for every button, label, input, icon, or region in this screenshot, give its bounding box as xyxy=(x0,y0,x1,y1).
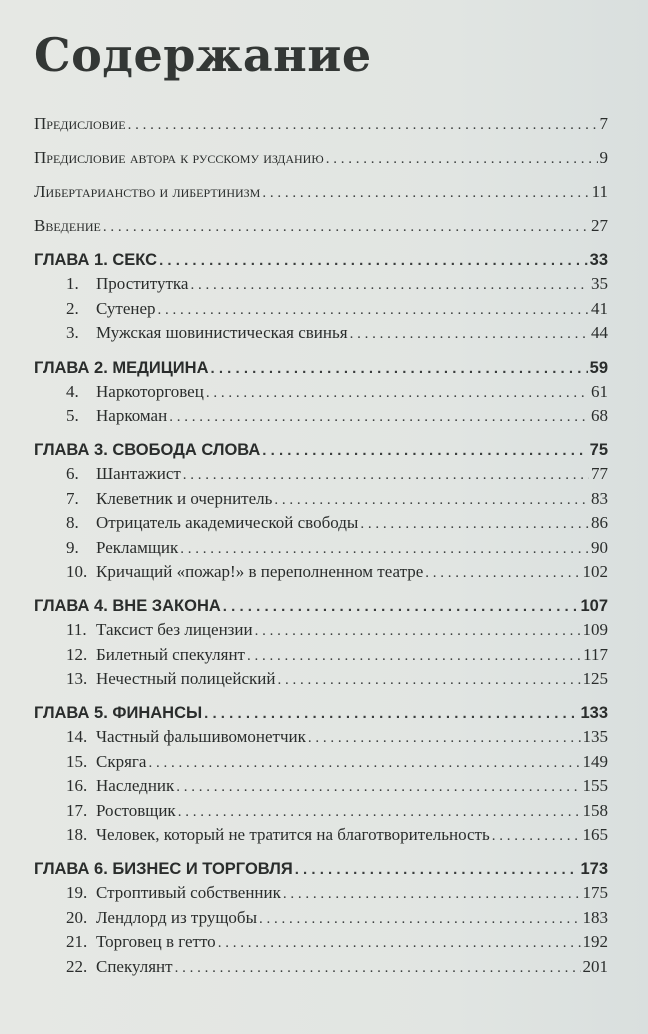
item-number: 14. xyxy=(66,727,88,747)
dot-leader xyxy=(262,181,589,205)
item-label: Лендлорд из трущобы xyxy=(96,907,258,927)
item-label: Строптивый собственник xyxy=(96,883,281,903)
dot-leader xyxy=(262,439,587,463)
toc-page-number: 107 xyxy=(580,597,608,616)
toc-page-number: 102 xyxy=(582,561,608,581)
toc-chapter-5 xyxy=(34,701,608,725)
toc-page-number: 68 xyxy=(591,405,608,425)
toc-chapter-2 xyxy=(34,356,608,380)
item-label: Клеветник и очернитель xyxy=(96,488,273,508)
dot-leader xyxy=(255,619,581,643)
item-label: Билетный спекулянт xyxy=(96,644,245,664)
toc-page-number: 75 xyxy=(589,441,608,460)
chapter-label: ГЛАВА 5. ФИНАНСЫ xyxy=(34,704,203,723)
chapter-label: ГЛАВА 3. СВОБОДА СЛОВА xyxy=(34,441,261,460)
item-label: Кричащий «пожар!» в переполненном театре xyxy=(96,561,424,581)
toc-page-number: 90 xyxy=(591,537,608,557)
toc-page-number: 109 xyxy=(582,620,608,640)
toc-item xyxy=(34,487,608,511)
toc-page-number: 158 xyxy=(582,800,608,820)
item-label: Частный фальшивомонетчик xyxy=(96,727,306,747)
toc-page-number: 155 xyxy=(582,776,608,796)
toc-page-number: 175 xyxy=(582,883,608,903)
toc-page-number: 44 xyxy=(591,323,608,343)
toc-item xyxy=(34,618,608,642)
toc-item xyxy=(34,955,608,979)
item-label: Наркоторговец xyxy=(96,381,204,401)
dot-leader xyxy=(247,644,581,668)
toc-entry-foreword xyxy=(34,112,608,138)
item-label: Мужская шовинистическая свинья xyxy=(96,323,348,343)
dot-leader xyxy=(350,322,589,346)
item-number: 7. xyxy=(66,488,79,508)
dot-leader xyxy=(204,702,578,726)
toc-page-number: 86 xyxy=(591,513,608,533)
dot-leader xyxy=(175,956,581,980)
toc-chapter-1 xyxy=(34,248,608,272)
item-number: 5. xyxy=(66,405,79,425)
item-number: 8. xyxy=(66,513,79,533)
item-number: 2. xyxy=(66,298,79,318)
toc-page-number: 77 xyxy=(591,464,608,484)
toc-page-number: 83 xyxy=(591,488,608,508)
dot-leader xyxy=(159,249,588,273)
toc-page-number: 173 xyxy=(580,860,608,879)
toc-item xyxy=(34,511,608,535)
dot-leader xyxy=(190,273,589,297)
dot-leader xyxy=(277,668,580,692)
item-label: Рекламщик xyxy=(96,537,179,557)
dot-leader xyxy=(178,800,581,824)
toc-page-number: 125 xyxy=(582,669,608,689)
dot-leader xyxy=(259,907,580,931)
dot-leader xyxy=(210,357,587,381)
dot-leader xyxy=(218,931,581,955)
dot-leader xyxy=(308,726,581,750)
item-number: 18. xyxy=(66,825,88,845)
toc-page-number: 27 xyxy=(591,216,608,235)
dot-leader xyxy=(223,595,579,619)
dot-leader xyxy=(274,488,589,512)
toc-item xyxy=(34,667,608,691)
item-number: 19. xyxy=(66,883,88,903)
toc-item xyxy=(34,297,608,321)
toc-chapter-4 xyxy=(34,594,608,618)
item-number: 9. xyxy=(66,537,79,557)
item-label: Спекулянт xyxy=(96,956,173,976)
item-label: Нечестный полицейский xyxy=(96,669,276,689)
item-label: Проститутка xyxy=(96,274,189,294)
chapter-label: ГЛАВА 2. МЕДИЦИНА xyxy=(34,358,209,377)
dot-leader xyxy=(176,775,580,799)
toc-item xyxy=(34,750,608,774)
item-number: 4. xyxy=(66,381,79,401)
item-label: Сутенер xyxy=(96,298,156,318)
item-label: Наследник xyxy=(96,776,175,796)
dot-leader xyxy=(128,113,598,137)
item-label: Человек, который не тратится на благотворительность xyxy=(96,825,490,845)
toc-entry-introduction xyxy=(34,214,608,238)
item-label: Торговец в гетто xyxy=(96,932,216,952)
dot-leader xyxy=(103,215,589,239)
toc-item xyxy=(34,560,608,584)
toc-item xyxy=(34,404,608,428)
item-label: Ростовщик xyxy=(96,800,176,820)
toc-item xyxy=(34,321,608,345)
toc-item xyxy=(34,380,608,404)
dot-leader xyxy=(360,512,589,536)
toc-item xyxy=(34,462,608,486)
item-label: Наркоман xyxy=(96,405,168,425)
item-label: Скряга xyxy=(96,751,147,771)
table-of-contents xyxy=(34,112,608,979)
toc-entry-author-foreword xyxy=(34,146,608,172)
toc-page-number: 9 xyxy=(599,148,608,167)
item-number: 13. xyxy=(66,669,88,689)
dot-leader xyxy=(180,537,589,561)
toc-page-number: 33 xyxy=(589,251,608,270)
toc-entry-label: Предисловие xyxy=(34,114,126,133)
dot-leader xyxy=(425,561,580,585)
toc-entry-label: Введение xyxy=(34,216,101,235)
toc-item xyxy=(34,906,608,930)
toc-page-number: 201 xyxy=(582,956,608,976)
toc-page-number: 135 xyxy=(582,727,608,747)
toc-page-number: 41 xyxy=(591,298,608,318)
item-number: 17. xyxy=(66,800,88,820)
toc-entry-libertarianism xyxy=(34,180,608,206)
toc-item xyxy=(34,799,608,823)
item-number: 22. xyxy=(66,956,88,976)
toc-page-number: 117 xyxy=(583,644,608,664)
toc-item xyxy=(34,725,608,749)
dot-leader xyxy=(206,381,589,405)
item-number: 3. xyxy=(66,323,79,343)
dot-leader xyxy=(326,147,598,171)
chapter-label: ГЛАВА 4. ВНЕ ЗАКОНА xyxy=(34,597,221,616)
item-number: 1. xyxy=(66,274,79,294)
toc-item xyxy=(34,272,608,296)
item-number: 12. xyxy=(66,644,88,664)
item-number: 21. xyxy=(66,932,88,952)
toc-chapter-6 xyxy=(34,857,608,881)
toc-item xyxy=(34,536,608,560)
toc-page-number: 7 xyxy=(599,114,608,133)
toc-item xyxy=(34,881,608,905)
chapter-label: ГЛАВА 1. СЕКС xyxy=(34,251,158,270)
toc-item xyxy=(34,643,608,667)
chapter-label: ГЛАВА 6. БИЗНЕС И ТОРГОВЛЯ xyxy=(34,860,293,879)
toc-chapter-3 xyxy=(34,438,608,462)
toc-item xyxy=(34,930,608,954)
toc-page-number: 35 xyxy=(591,274,608,294)
item-label: Таксист без лицензии xyxy=(96,620,253,640)
toc-page-number: 192 xyxy=(582,932,608,952)
dot-leader xyxy=(183,463,589,487)
toc-page-number: 11 xyxy=(591,182,608,201)
item-label: Шантажист xyxy=(96,464,181,484)
dot-leader xyxy=(148,751,580,775)
dot-leader xyxy=(295,858,579,882)
toc-page-number: 149 xyxy=(582,751,608,771)
dot-leader xyxy=(158,298,589,322)
item-number: 20. xyxy=(66,907,88,927)
item-label: Отрицатель академической свободы xyxy=(96,513,359,533)
dot-leader xyxy=(169,405,589,429)
toc-entry-label: Предисловие автора к русскому изданию xyxy=(34,148,324,167)
toc-item xyxy=(34,823,608,847)
toc-page-number: 165 xyxy=(582,825,608,845)
item-number: 15. xyxy=(66,751,88,771)
item-number: 11. xyxy=(66,620,87,640)
toc-page-number: 59 xyxy=(589,358,608,377)
toc-page-number: 61 xyxy=(591,381,608,401)
toc-item xyxy=(34,774,608,798)
toc-page-number: 133 xyxy=(580,704,608,723)
dot-leader xyxy=(283,882,581,906)
toc-page-number: 183 xyxy=(582,907,608,927)
item-number: 10. xyxy=(66,561,88,581)
toc-entry-label: Либертарианство и либертинизм xyxy=(34,182,261,201)
page-title: Содержание xyxy=(34,28,372,82)
dot-leader xyxy=(492,824,581,848)
item-number: 6. xyxy=(66,464,79,484)
item-number: 16. xyxy=(66,776,88,796)
